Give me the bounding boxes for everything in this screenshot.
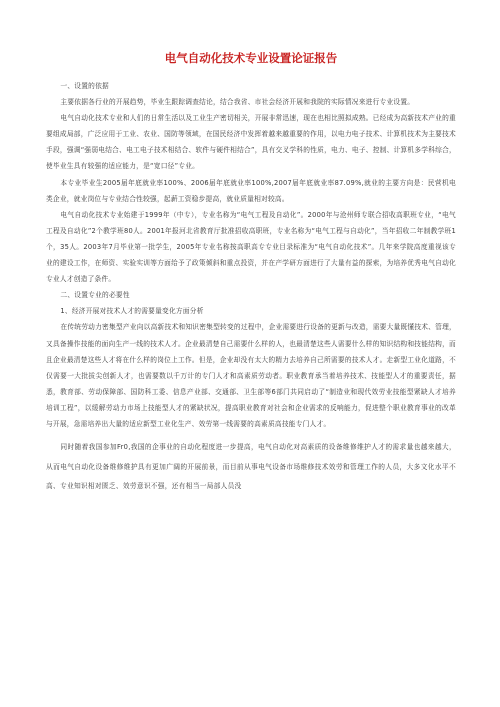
section-heading-basis: 一、设置的依据 <box>60 82 109 90</box>
paragraph: 主要依据各行业的开展趋势，毕业生跟踪调查结论，结合我省、市社会经济开展和我院的实际情况来进行专业设置。 <box>60 98 415 107</box>
paragraph: 本专业毕业生2005届年底就业率100%、2006届年底就业率100%,2007届年底就业率87.09%,就业的主要方向是：民营机电类企业，就业岗位与专业结合性较强，起薪工资稳步提高，就业质量相对较高。 <box>46 178 456 203</box>
subsection-heading: 1、经济开展对技术人才的需要量变化方面分析 <box>60 307 204 316</box>
document-body <box>46 78 456 497</box>
document-title: 电气自动化技术专业设置论证报告 <box>164 51 338 65</box>
paragraph: 电气自动化技术专业和人们的日常生活以及工业生产密切相关，开展非常迅速，现在也相比照拟成熟。已经成为高新技术产业的重要组成局部，广泛应用于工业、农业、国防等领域，在国民经济中发挥着越来越重要的作用，以电力电子技术、计算机技术为主要技术手段，强调“强弱电结合、电工电子技术相结合、软件与硬件相结合”，具有交叉学科的性质，电力、电子、控制、计算机多学科综合，使毕业生具有较强的适应能力，是“宽口径”专业。 <box>46 114 456 171</box>
paragraph: 电气自动化技术专业始建于1999年（中专），专业名称为“电气工程及自动化”。2000年与沧州师专联合招收高职班专业，“电气工程及自动化”2个教学班80人。2001年报河北省教育厅批准招收高职班，专业名称为“电气工程与自动化”，当年招收二年制教学班1个，35人。2003年7月毕业第一批学生，2005年专业名称按高职高专专业目录标准为“电气自动化技术”。几年来学院高度重视该专业的建设工作，在师资、实验实训等方面给予了政策倾斜和重点投资，并在产学研方面进行了大量有益的探索，为培养优秀电气自动化专业人才创造了条件。 <box>46 210 456 284</box>
paragraph: 在传统劳动力密集型产业向以高新技术和知识密集型转变的过程中，企业需要进行设备的更新与改造，需要大量既懂技术、管理，又具备操作技能的面向生产一线的技术人才。企业最清楚自己需要什么样的人，也最清楚这些人需要什么样的知识结构和技能结构，而且企业最清楚这些人才将在什么样的岗位上工作。但是，企业却没有太大的精力去培养自己所需要的技术人才。走新型工业化道路，不仅需要一大批拔尖创新人才，也需要数以千万计的专门人才和高素质劳动者。职业教育承当着培养技术、技能型人才的重要责任，据悉，教育部、劳动保障部、国防科工委、信息产业部、交通部、卫生部等6部门共同启动了“制造业和现代效劳业技能型紧缺人才培养培训工程”，以缓解劳动力市场上技能型人才的紧缺状况，提高职业教育对社会和企业需求的反响能力，促进整个职业教育事业的改革与开展，急需培养出大量的适应新型工业化生产、效劳第一线需要的高素质高技能专门人才。 <box>46 323 456 428</box>
paragraph: 同时随着我国参加Fr0,我国的企事业的自动化程度进一步提高，电气自动化对高素质的设备维修维护人才的需求量也越来越大，从而电气自动化设备维修维护具有更加广阔的开展前景，而目前从事电气设备市场维修技术效劳和管理工作的人员，大多文化水平不高、专业知识相对匮乏、效劳意识不强，还有相当一局部人员没 <box>46 443 456 491</box>
section-heading-necessity: 二、设置专业的必要性 <box>60 291 130 300</box>
